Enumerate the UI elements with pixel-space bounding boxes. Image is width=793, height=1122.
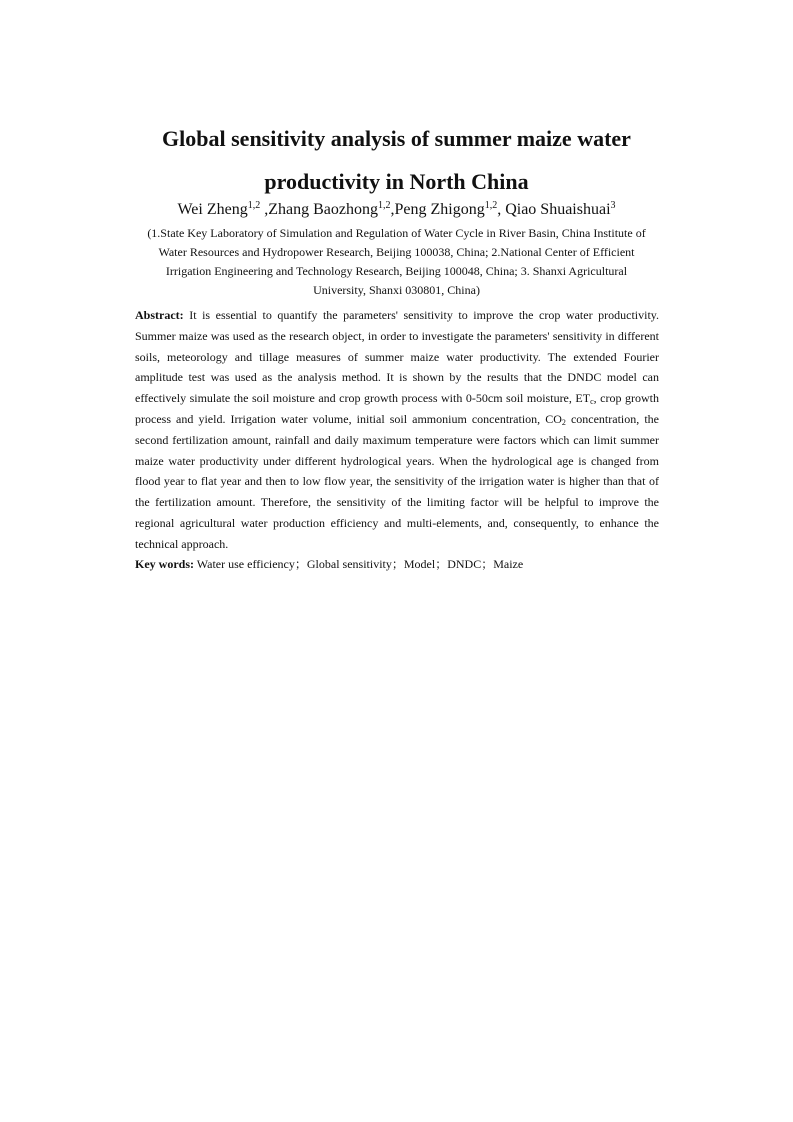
author-name: ,Peng Zhigong [390, 201, 485, 218]
abstract-line: the fertilization amount. Therefore, the sensitivity of the limiting factor will be helpful to improve the [135, 495, 659, 510]
affiliations [140, 224, 653, 300]
abstract-text: effectively simulate the soil moisture and crop growth process with 0-50cm soil moisture, ET [135, 391, 591, 406]
keywords-label: Key words: [135, 557, 194, 571]
paper-title-line-2: productivity in North China [264, 169, 529, 194]
abstract [135, 305, 659, 555]
abstract-line [135, 409, 659, 430]
abstract-text: , crop growth [593, 391, 659, 406]
author-list [100, 199, 693, 221]
keywords [135, 554, 659, 574]
paper-title-line-1: Global sensitivity analysis of summer maize water [162, 126, 631, 151]
author-affiliation-mark: 1,2 [484, 200, 498, 211]
author-name: Wei Zheng [177, 201, 248, 218]
abstract-line: soils, meteorology and tillage measures of summer maize water productivity. The extended Fourier [135, 349, 659, 364]
affiliation-line: University, Shanxi 030801, China) [313, 283, 480, 297]
abstract-text: concentration, the [565, 411, 659, 426]
affiliation-line: Irrigation Engineering and Technology Research, Beijing 100048, China; 3. Shanxi Agricultural [165, 264, 628, 278]
author-affiliation-mark: 3 [610, 200, 616, 211]
subscript: c [590, 397, 594, 407]
abstract-line: flood year to flat year and then to low flow year, the sensitivity of the irrigation water is higher than that of [135, 474, 659, 489]
abstract-label: Abstract: [135, 308, 184, 322]
abstract-line: amplitude test was used as the analysis method. It is shown by the results that the DNDC model can [135, 370, 659, 385]
abstract-line: regional agricultural water production efficiency and multi-elements, and, consequently, to enhance the [135, 515, 659, 530]
author-name: ,Zhang Baozhong [260, 201, 378, 218]
abstract-line: technical approach. [135, 536, 229, 551]
abstract-line [135, 305, 659, 326]
abstract-text: It is essential to quantify the parameters' sensitivity to improve the crop water productivity. [183, 308, 659, 322]
abstract-line: second fertilization amount, rainfall and daily maximum temperature were factors which can limit summer [135, 432, 659, 447]
author-affiliation-mark: 1,2 [247, 200, 261, 211]
subscript: 2 [561, 417, 566, 427]
abstract-line [135, 388, 659, 409]
abstract-text: process and yield. Irrigation water volume, initial soil ammonium concentration, CO [135, 411, 562, 426]
affiliation-line: (1.State Key Laboratory of Simulation and Regulation of Water Cycle in River Basin, China Institute of [147, 226, 646, 240]
abstract-line: maize water productivity under different hydrological years. When the hydrological age is changed from [135, 453, 659, 468]
affiliation-line: Water Resources and Hydropower Research, Beijing 100038, China; 2.National Center of Efficient [158, 245, 635, 259]
keywords-text: Water use efficiency；Global sensitivity；Model；DNDC；Maize [194, 557, 524, 571]
abstract-line: Summer maize was used as the research object, in order to investigate the parameters' sensitivity in different [135, 328, 659, 343]
author-affiliation-mark: 1,2 [377, 200, 391, 211]
author-name: , Qiao Shuaishuai [497, 201, 611, 218]
